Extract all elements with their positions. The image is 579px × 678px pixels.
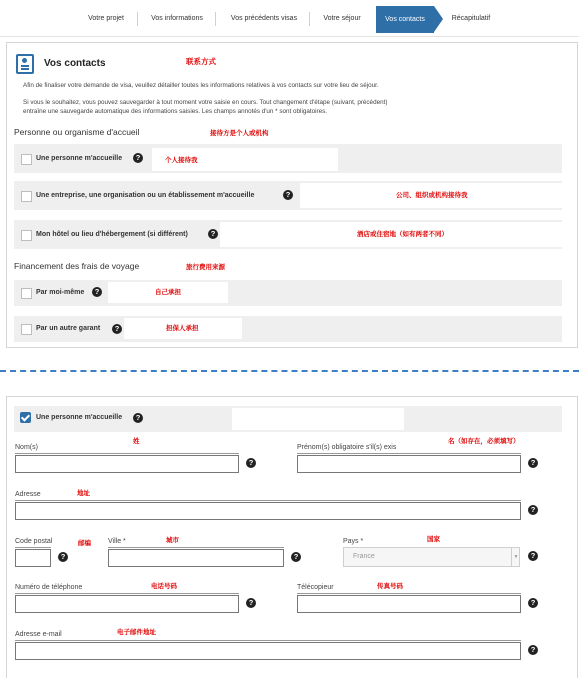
checkbox-hotel[interactable] xyxy=(21,230,32,241)
checkbox-self[interactable] xyxy=(21,288,32,299)
email-underline xyxy=(15,640,521,641)
telephone-input[interactable] xyxy=(15,595,239,613)
funding-option-guarantor-label: Par un autre garant xyxy=(36,325,101,332)
help-icon[interactable]: ? xyxy=(112,324,122,334)
panel-title: Vos contacts xyxy=(44,58,106,69)
host-option-organisation-note: 公司、组织或机构接待我 xyxy=(396,192,468,199)
telephone-underline xyxy=(15,593,239,594)
telephone-label: Numéro de téléphone xyxy=(15,584,83,591)
help-icon[interactable]: ? xyxy=(528,551,538,561)
prenom-underline xyxy=(297,453,521,454)
telecopieur-label: Télécopieur xyxy=(297,584,334,591)
help-icon[interactable]: ? xyxy=(528,505,538,515)
email-note: 电子邮件地址 xyxy=(117,629,156,636)
person-form-header-label: Une personne m'accueille xyxy=(36,414,123,421)
host-option-organisation-label: Une entreprise, une organisation ou un établissement m'accueille xyxy=(36,192,255,199)
adresse-label: Adresse xyxy=(15,491,41,498)
nom-input[interactable] xyxy=(15,455,239,473)
tab-vos-contacts-label: Vos contacts xyxy=(385,16,425,23)
host-section-heading: Personne ou organisme d'accueil xyxy=(14,127,140,137)
ville-underline xyxy=(108,547,284,548)
prenom-label: Prénom(s) obligatoire s'il(s) exis xyxy=(297,444,397,451)
nav-divider xyxy=(215,12,216,26)
step-navigation xyxy=(0,0,579,37)
ville-label: Ville * xyxy=(108,538,126,545)
adresse-note: 地址 xyxy=(77,490,90,497)
adresse-input[interactable] xyxy=(15,502,521,520)
help-icon[interactable]: ? xyxy=(291,552,301,562)
code-postal-underline xyxy=(15,547,51,548)
code-postal-label: Code postal xyxy=(15,538,53,545)
funding-option-self-label: Par moi-même xyxy=(36,289,85,296)
save-note-line-2: entraîne une sauvegarde automatique des informations saisies. Les champs annotés d'un * sont obligatoires. xyxy=(23,108,327,115)
annotation-box xyxy=(232,408,404,430)
save-note-line-1: Si vous le souhaitez, vous pouvez sauvegarder à tout moment votre saisie en cours. Tout changement d'étape (suivant, précédent) xyxy=(23,99,388,106)
contact-card-icon xyxy=(16,54,34,74)
checkbox-organisation[interactable] xyxy=(21,191,32,202)
adresse-underline xyxy=(15,500,521,501)
funding-section-note: 旅行费用来源 xyxy=(186,264,225,271)
funding-option-self-note: 自己承担 xyxy=(155,289,181,296)
funding-option-guarantor-note: 担保人承担 xyxy=(166,325,199,332)
telecopieur-note: 传真号码 xyxy=(377,583,403,590)
nom-note: 姓 xyxy=(133,438,140,445)
tab-vos-contacts[interactable] xyxy=(376,6,434,33)
ville-note: 城市 xyxy=(166,537,179,544)
telephone-note: 电话号码 xyxy=(151,583,177,590)
pays-note: 国家 xyxy=(427,536,440,543)
chevron-down-icon[interactable]: ▼ xyxy=(511,548,520,566)
help-icon[interactable]: ? xyxy=(133,153,143,163)
help-icon[interactable]: ? xyxy=(283,190,293,200)
checkbox-person-checked[interactable] xyxy=(20,412,31,423)
nav-divider xyxy=(309,12,310,26)
tab-votre-sejour[interactable]: Votre séjour xyxy=(323,15,361,22)
email-label: Adresse e-mail xyxy=(15,631,62,638)
help-icon[interactable]: ? xyxy=(208,229,218,239)
checkbox-guarantor[interactable] xyxy=(21,324,32,335)
telecopieur-underline xyxy=(297,593,521,594)
help-icon[interactable]: ? xyxy=(92,287,102,297)
help-icon[interactable]: ? xyxy=(528,458,538,468)
title-note: 联系方式 xyxy=(186,57,216,66)
host-option-person-note: 个人接待我 xyxy=(165,157,198,164)
help-icon[interactable]: ? xyxy=(528,598,538,608)
funding-section-heading: Financement des frais de voyage xyxy=(14,261,140,271)
prenom-note: 名（如存在，必须填写） xyxy=(448,438,520,445)
help-icon[interactable]: ? xyxy=(528,645,538,655)
code-postal-note: 邮编 xyxy=(78,540,91,547)
tab-vos-precedents-visas[interactable]: Vos précédents visas xyxy=(230,15,298,22)
tab-vos-informations[interactable]: Vos informations xyxy=(151,15,203,22)
nom-underline xyxy=(15,453,239,454)
nav-divider xyxy=(137,12,138,26)
section-divider xyxy=(0,370,579,372)
host-option-person-label: Une personne m'accueille xyxy=(36,155,123,162)
email-input[interactable] xyxy=(15,642,521,660)
tab-recapitulatif[interactable]: Récapitulatif xyxy=(451,15,491,22)
intro-text: Afin de finaliser votre demande de visa, veuillez détailler toutes les informations relatives à vos contacts sur votre lieu de séjour. xyxy=(23,82,379,89)
host-option-hotel-note: 酒店或住宿地（如有两者不同） xyxy=(357,231,448,238)
nom-label: Nom(s) xyxy=(15,444,38,451)
ville-input[interactable] xyxy=(108,549,284,567)
pays-select[interactable]: France xyxy=(343,547,520,567)
help-icon[interactable]: ? xyxy=(246,458,256,468)
prenom-input[interactable] xyxy=(297,455,521,473)
tab-votre-projet[interactable]: Votre projet xyxy=(88,15,124,22)
host-option-hotel-label: Mon hôtel ou lieu d'hébergement (si différent) xyxy=(36,231,188,238)
checkbox-person[interactable] xyxy=(21,154,32,165)
help-icon[interactable]: ? xyxy=(133,413,143,423)
host-section-note: 接待方是个人或机构 xyxy=(210,130,269,137)
help-icon[interactable]: ? xyxy=(246,598,256,608)
pays-label: Pays * xyxy=(343,538,364,545)
telecopieur-input[interactable] xyxy=(297,595,521,613)
help-icon[interactable]: ? xyxy=(58,552,68,562)
code-postal-input[interactable] xyxy=(15,549,51,567)
